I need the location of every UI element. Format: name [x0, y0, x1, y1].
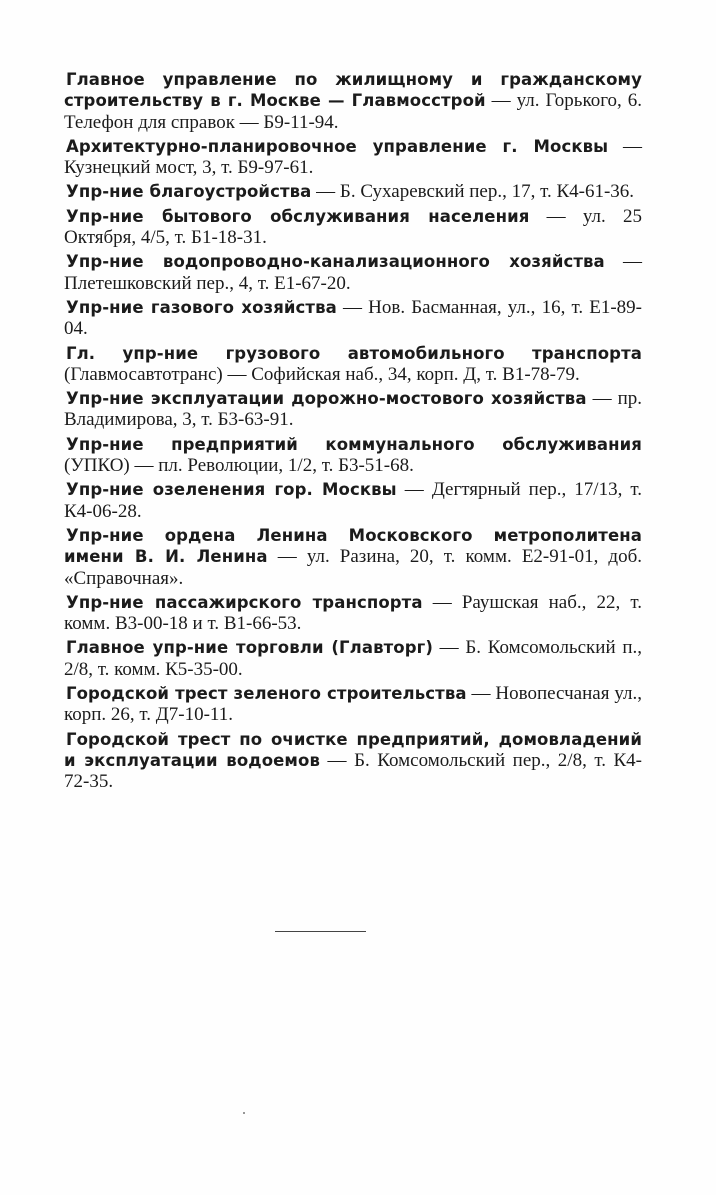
entry-separator: — — [396, 479, 432, 501]
entry-detail: ул. Разина, 20, т. комм. Е2-91-01, доб. «Справочная». — [64, 546, 643, 589]
entry-detail: Кузнецкий мост, 3, т. Б9-97-61. — [64, 157, 314, 179]
entry-name: Главное управление по жилищному и гражданскому строительству в г. Москве — Главмосстрой — [64, 70, 642, 111]
entry-separator: — — [336, 296, 369, 318]
entry-name: Упр-ние пассажирского транспорта — [66, 592, 423, 612]
directory-list — [64, 69, 642, 796]
entry-separator: — — [586, 388, 618, 410]
entry-detail: Раушская наб., 22, т. комм. В3-00-18 и т. В1-66-53. — [64, 591, 643, 635]
entry-name: Городской трест зеленого строительства — [66, 684, 467, 704]
directory-entry — [64, 637, 642, 680]
entry-name: Упр-ние водопроводно-канализационного хозяйства — [66, 252, 605, 272]
entry-detail: Нов. Басманная, ул., 16, т. Е1-89-04. — [64, 296, 642, 340]
directory-entry — [64, 434, 642, 477]
entry-detail: Плетешковский пер., 4, т. Е1-67-20. — [64, 272, 351, 294]
print-speck — [243, 1112, 245, 1114]
entry-detail: ул. Горького, 6. Телефон для справок — Б9-11-94. — [64, 90, 643, 133]
entry-name: Главное упр-ние торговли (Главторг) — [66, 638, 433, 658]
directory-entry — [64, 729, 642, 793]
entry-name: Гл. упр-ние грузового автомобильного транспорта — [66, 343, 642, 363]
entry-detail: Б. Сухаревский пер., 17, т. К4-61-36. — [339, 181, 635, 203]
entry-separator: — — [485, 90, 517, 112]
entry-detail: (УПКО) — пл. Революции, 1/2, т. Б3-51-68. — [64, 455, 414, 477]
entry-separator: — — [604, 251, 642, 273]
entry-detail: (Главмосавтотранс) — Софийская наб., 34, корп. Д, т. В1-78-79. — [64, 363, 580, 385]
directory-entry — [64, 525, 642, 589]
entry-separator: — — [466, 683, 496, 705]
entry-name: Упр-ние эксплуатации дорожно-мостового хозяйства — [66, 389, 587, 409]
directory-entry — [64, 136, 642, 179]
entry-separator: — — [422, 591, 462, 613]
entry-name: Архитектурно-планировочное управление г. Москвы — [66, 136, 609, 156]
entry-name: Упр-ние предприятий коммунального обслуживания — [66, 434, 642, 454]
entry-name: Упр-ние бытового обслуживания населения — [66, 206, 530, 226]
entry-detail: Б. Комсомольский пер., 2/8, т. К4-72-35. — [64, 749, 643, 793]
entry-detail: Б. Комсомольский п., 2/8, т. комм. К5-35-00. — [64, 637, 642, 680]
entry-detail: Новопесчаная ул., корп. 26, т. Д7-10-11. — [64, 683, 642, 726]
section-end-rule — [275, 931, 366, 932]
entry-separator: — — [608, 135, 643, 157]
directory-entry — [64, 206, 642, 249]
entry-name: Упр-ние ордена Ленина Московского метрополитена имени В. И. Ленина — [64, 525, 642, 567]
directory-entry — [64, 388, 642, 431]
entry-separator: — — [320, 749, 355, 771]
directory-entry — [64, 592, 642, 635]
entry-separator: — — [432, 637, 466, 659]
entry-name: Упр-ние газового хозяйства — [66, 297, 337, 317]
directory-entry — [64, 181, 642, 202]
entry-separator: — — [529, 205, 583, 227]
directory-entry — [64, 343, 642, 386]
entry-name: Городской трест по очистке предприятий, домовладений и эксплуатации водоемов — [64, 729, 642, 770]
entry-detail: Дегтярный пер., 17/13, т. К4-06-28. — [64, 479, 643, 522]
entry-detail: пр. Владимирова, 3, т. Б3-63-91. — [64, 388, 643, 431]
directory-entry — [64, 683, 642, 726]
directory-entry — [64, 297, 642, 340]
entry-detail: ул. 25 Октября, 4/5, т. Б1-18-31. — [64, 205, 642, 249]
entry-name: Упр-ние благоустройства — [66, 182, 312, 202]
entry-name: Упр-ние озеленения гор. Москвы — [66, 480, 397, 500]
directory-entry — [64, 479, 642, 522]
entry-separator: — — [311, 181, 340, 203]
directory-entry — [64, 251, 642, 294]
directory-entry — [64, 69, 642, 133]
entry-separator: — — [267, 546, 307, 568]
